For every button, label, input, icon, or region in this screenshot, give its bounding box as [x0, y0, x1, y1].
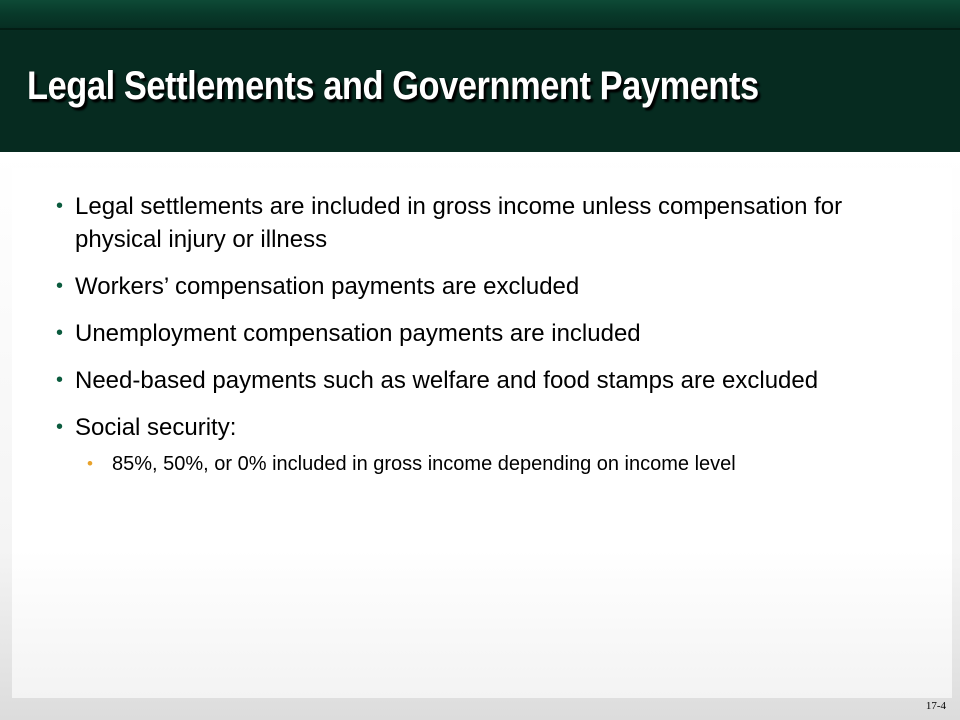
bullet-item-legal-settlements	[52, 190, 872, 256]
bullet-text: Legal settlements are included in gross income unless compensation for physical injury or illness	[75, 193, 843, 253]
header-divider	[0, 28, 960, 30]
sub-bullet-list	[75, 450, 872, 478]
bullet-item-social-security	[52, 411, 872, 478]
bullet-text: Need-based payments such as welfare and food stamps are excluded	[75, 367, 819, 394]
bullet-icon: •	[56, 195, 64, 217]
bullet-text: Unemployment compensation payments are included	[75, 320, 641, 347]
bullet-item-workers-compensation	[52, 270, 872, 303]
bullet-item-unemployment-compensation	[52, 317, 872, 350]
bullet-icon: •	[56, 416, 64, 438]
bullet-text: Social security:	[75, 414, 237, 441]
title-bar	[0, 0, 960, 152]
bullet-icon: •	[56, 369, 64, 391]
slide-title: Legal Settlements and Government Payments	[27, 64, 759, 108]
sub-bullet-text: 85%, 50%, or 0% included in gross income depending on income level	[112, 453, 736, 475]
bullet-text: Workers’ compensation payments are excluded	[75, 273, 580, 300]
bullet-icon: •	[56, 322, 64, 344]
sub-bullet-item-inclusion-percentages	[87, 450, 872, 478]
bullet-item-need-based-payments	[52, 364, 872, 397]
bullet-icon: •	[56, 275, 64, 297]
page-number: 17-4	[925, 700, 946, 712]
bullet-list	[52, 190, 872, 492]
sub-bullet-icon: •	[87, 454, 93, 473]
